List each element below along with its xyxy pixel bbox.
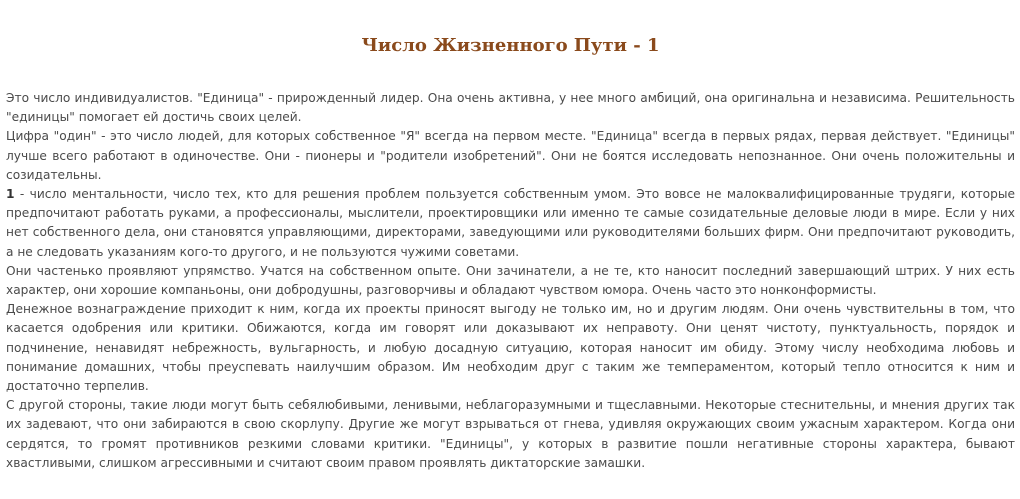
paragraph-negative-side — [6, 396, 1015, 473]
paragraph-stubbornness — [6, 262, 1015, 300]
page-title: Число Жизненного Пути - 1 — [361, 35, 660, 56]
paragraph-text: - число ментальности, число тех, кто для решения проблем пользуется собственным умом. Это вовсе не малоквалифицированные трудяги, которые предпочитают работать руками, а профессионалы, мыслители, проектировщики или именно те самые созидательные деловые люди в мире. Если у них нет собственного дела, они становятся управляющими, директорами, заведующими или руководителями больших фирм. Они предпочитают руководить, а не следовать указаниям кого-то другого, и не пользуются чужими советами. — [6, 187, 1015, 259]
number-one-highlight: 1 — [6, 187, 15, 202]
paragraph-mentality — [6, 185, 1015, 262]
article-body — [6, 89, 1015, 473]
paragraph-reward — [6, 300, 1015, 396]
paragraph-individualists — [6, 89, 1015, 127]
paragraph-self-first — [6, 127, 1015, 185]
paragraph-text: Это число индивидуалистов. "Единица" - прирожденный лидер. Она очень активна, у нее много амбиций, она оригинальна и независима. Решительность "единицы" помогает ей достичь своих целей. — [6, 91, 1015, 125]
paragraph-text: С другой стороны, такие люди могут быть себялюбивыми, ленивыми, неблагоразумными и тщеславными. Некоторые стеснительны, и мнения других так их задевают, что они забираются в свою скорлупу. Другие же могут взрываться от гнева, удивляя окружающих своим ужасным характером. Когда они сердятся, то громят противников резкими словами критики. "Единицы", у которых в развитие пошли негативные стороны характера, бывают хвастливыми, слишком агрессивными и считают своим правом проявлять диктаторские замашки. — [6, 398, 1015, 470]
paragraph-text: Они частенько проявляют упрямство. Учатся на собственном опыте. Они зачинатели, а не те, кто наносит последний завершающий штрих. У них есть характер, они хорошие компаньоны, они добродушны, разговорчивы и обладают чувством юмора. Очень часто это нонконформисты. — [6, 263, 1015, 298]
paragraph-text: Денежное вознаграждение приходит к ним, когда их проекты приносят выгоду не только им, но и другим людям. Они очень чувствительны в том, что касается одобрения или критики. Обижаются, когда им говорят или доказывают их неправоту. Они ценят чистоту, пунктуальность, порядок и подчинение, ненавидят небрежность, вульгарность, и любую досадную ситуацию, которая наносит им обиду. Этому числу необходима любовь и понимание домашних, чтобы преуспевать наилучшим образом. Им необходим друг с таким же темпераментом, который тепло относится к ним и достаточно терпелив. — [6, 302, 1015, 394]
paragraph-text: Цифра "один" - это число людей, для которых собственное "Я" всегда на первом месте. "Единица" всегда в первых рядах, первая действует. "Единицы" лучше всего работают в одиночестве. Они - пионеры и "родители изобретений". Они не боятся исследовать непознанное. Они очень положительны и созидательны. — [6, 129, 1015, 182]
